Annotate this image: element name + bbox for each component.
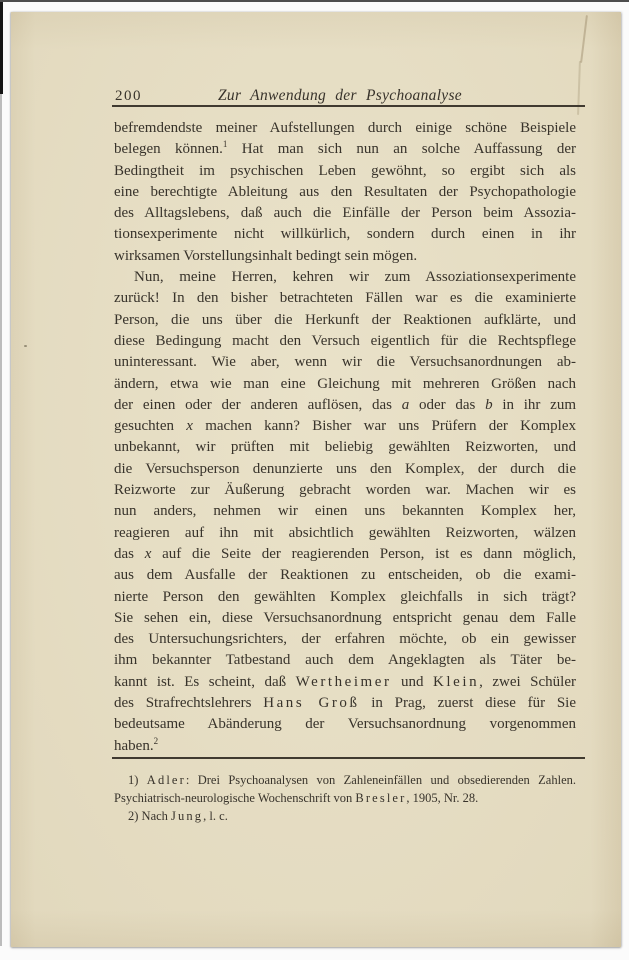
- text-line: zurück! In den bisher betrachteten Fällen war es die examinierte: [114, 290, 576, 307]
- text-line: bedeutsame Abänderung der Versuchsanordnung vorgenommen: [114, 716, 576, 733]
- text-line: der einen oder der anderen auflösen, das a oder das b in ihr zum: [114, 396, 576, 413]
- text-line: nierte Person den gewählten Komplex gleichfalls in sich trägt?: [114, 588, 576, 605]
- page-number: 200: [115, 88, 142, 104]
- text-line: nun anders, nehmen wir einen uns bekannten Komplex her,: [114, 503, 576, 520]
- text-line: befremdendste meiner Aufstellungen durch einige schöne Beispiele: [114, 120, 576, 136]
- page-header: [114, 88, 576, 104]
- text-line: ihm bekannter Tatbestand auch dem Angeklagten als Täter be-: [114, 652, 576, 669]
- body-text: [114, 118, 576, 757]
- paper-crease: [580, 15, 588, 63]
- type-area: [114, 88, 576, 825]
- text-line: 1) Adler: Drei Psychoanalysen von Zahleneinfällen und obsedierenden Zahlen.: [128, 772, 576, 787]
- scan-edge-left: [0, 2, 2, 946]
- text-line: ändern, etwa wie man eine Gleichung mit mehreren Größen nach: [114, 375, 576, 392]
- text-line: die Versuchsperson denunzierte uns den Komplex, der durch die: [114, 460, 576, 477]
- book-page: [11, 12, 621, 947]
- footnotes: [114, 771, 576, 825]
- text-line: unbekannt, wir prüften mit beliebig gewählten Reizworten, und: [114, 439, 576, 456]
- text-line: Bedingtheit im psychischen Leben gewöhnt, so ergibt sich als: [114, 162, 576, 179]
- paper-speck: [24, 345, 27, 347]
- text-line: des Strafrechtslehrers Hans Groß in Prag, zuerst diese für Sie: [114, 695, 576, 712]
- running-title: Zur Anwendung der Psychoanalyse: [217, 87, 462, 104]
- text-line: aus dem Ausfalle der Reaktionen zu entscheiden, ob die exami-: [114, 567, 576, 584]
- text-line: Person, die uns über die Herkunft der Reaktionen aufklärte, und: [114, 311, 576, 328]
- text-line: diese Bedingung macht den Versuch eigentlich für die Rechtspflege: [114, 332, 576, 349]
- text-line: tionsexperimente nicht willkürlich, sondern durch einen in ihr: [114, 226, 576, 243]
- text-line: kannt ist. Es scheint, daß Wertheimer und Klein, zwei Schüler: [114, 673, 576, 690]
- scan-edge-black-mark: [0, 2, 3, 94]
- text-line: das x auf die Seite der reagierenden Person, ist es dann möglich,: [114, 545, 576, 562]
- text-line: Sie sehen ein, diese Versuchsanordnung entspricht genau dem Falle: [114, 609, 576, 626]
- text-line: Nun, meine Herren, kehren wir zum Assoziationsexperimente: [134, 269, 576, 286]
- footnote-rule: [112, 757, 585, 759]
- text-line: haben.$^2$: [114, 735, 159, 754]
- scan-edge-top: [0, 0, 629, 2]
- text-line: des Untersuchungsrichters, der erfahren möchte, ob ein gewisser: [114, 631, 576, 648]
- text-line: Reizworte zur Äußerung gebracht worden war. Machen wir es: [114, 482, 576, 499]
- text-line: eine berechtigte Ableitung aus den Resultaten der Psychopathologie: [114, 183, 576, 200]
- text-line: Psychiatrisch-neurologische Wochenschrift von Bresler, 1905, Nr. 28.: [114, 790, 479, 805]
- text-line: belegen können.$^1$ Hat man sich nun an solche Auffassung der: [114, 139, 576, 158]
- text-line: des Alltagslebens, daß auch die Einfälle der Person beim Assozia-: [114, 205, 576, 222]
- text-line: gesuchten x machen kann? Bisher war uns Prüfern der Komplex: [114, 418, 576, 435]
- text-line: uninteressant. Wie aber, wenn wir die Versuchsanordnungen ab-: [114, 354, 576, 371]
- text-line: wirksamen Vorstellungsinhalt bedingt sein mögen.: [114, 247, 418, 264]
- text-line: 2) Nach Jung, l. c.: [128, 808, 228, 823]
- header-rule: [112, 105, 585, 107]
- text-line: reagieren auf ihn mit absichtlich gewählten Reizworten, wälzen: [114, 524, 576, 541]
